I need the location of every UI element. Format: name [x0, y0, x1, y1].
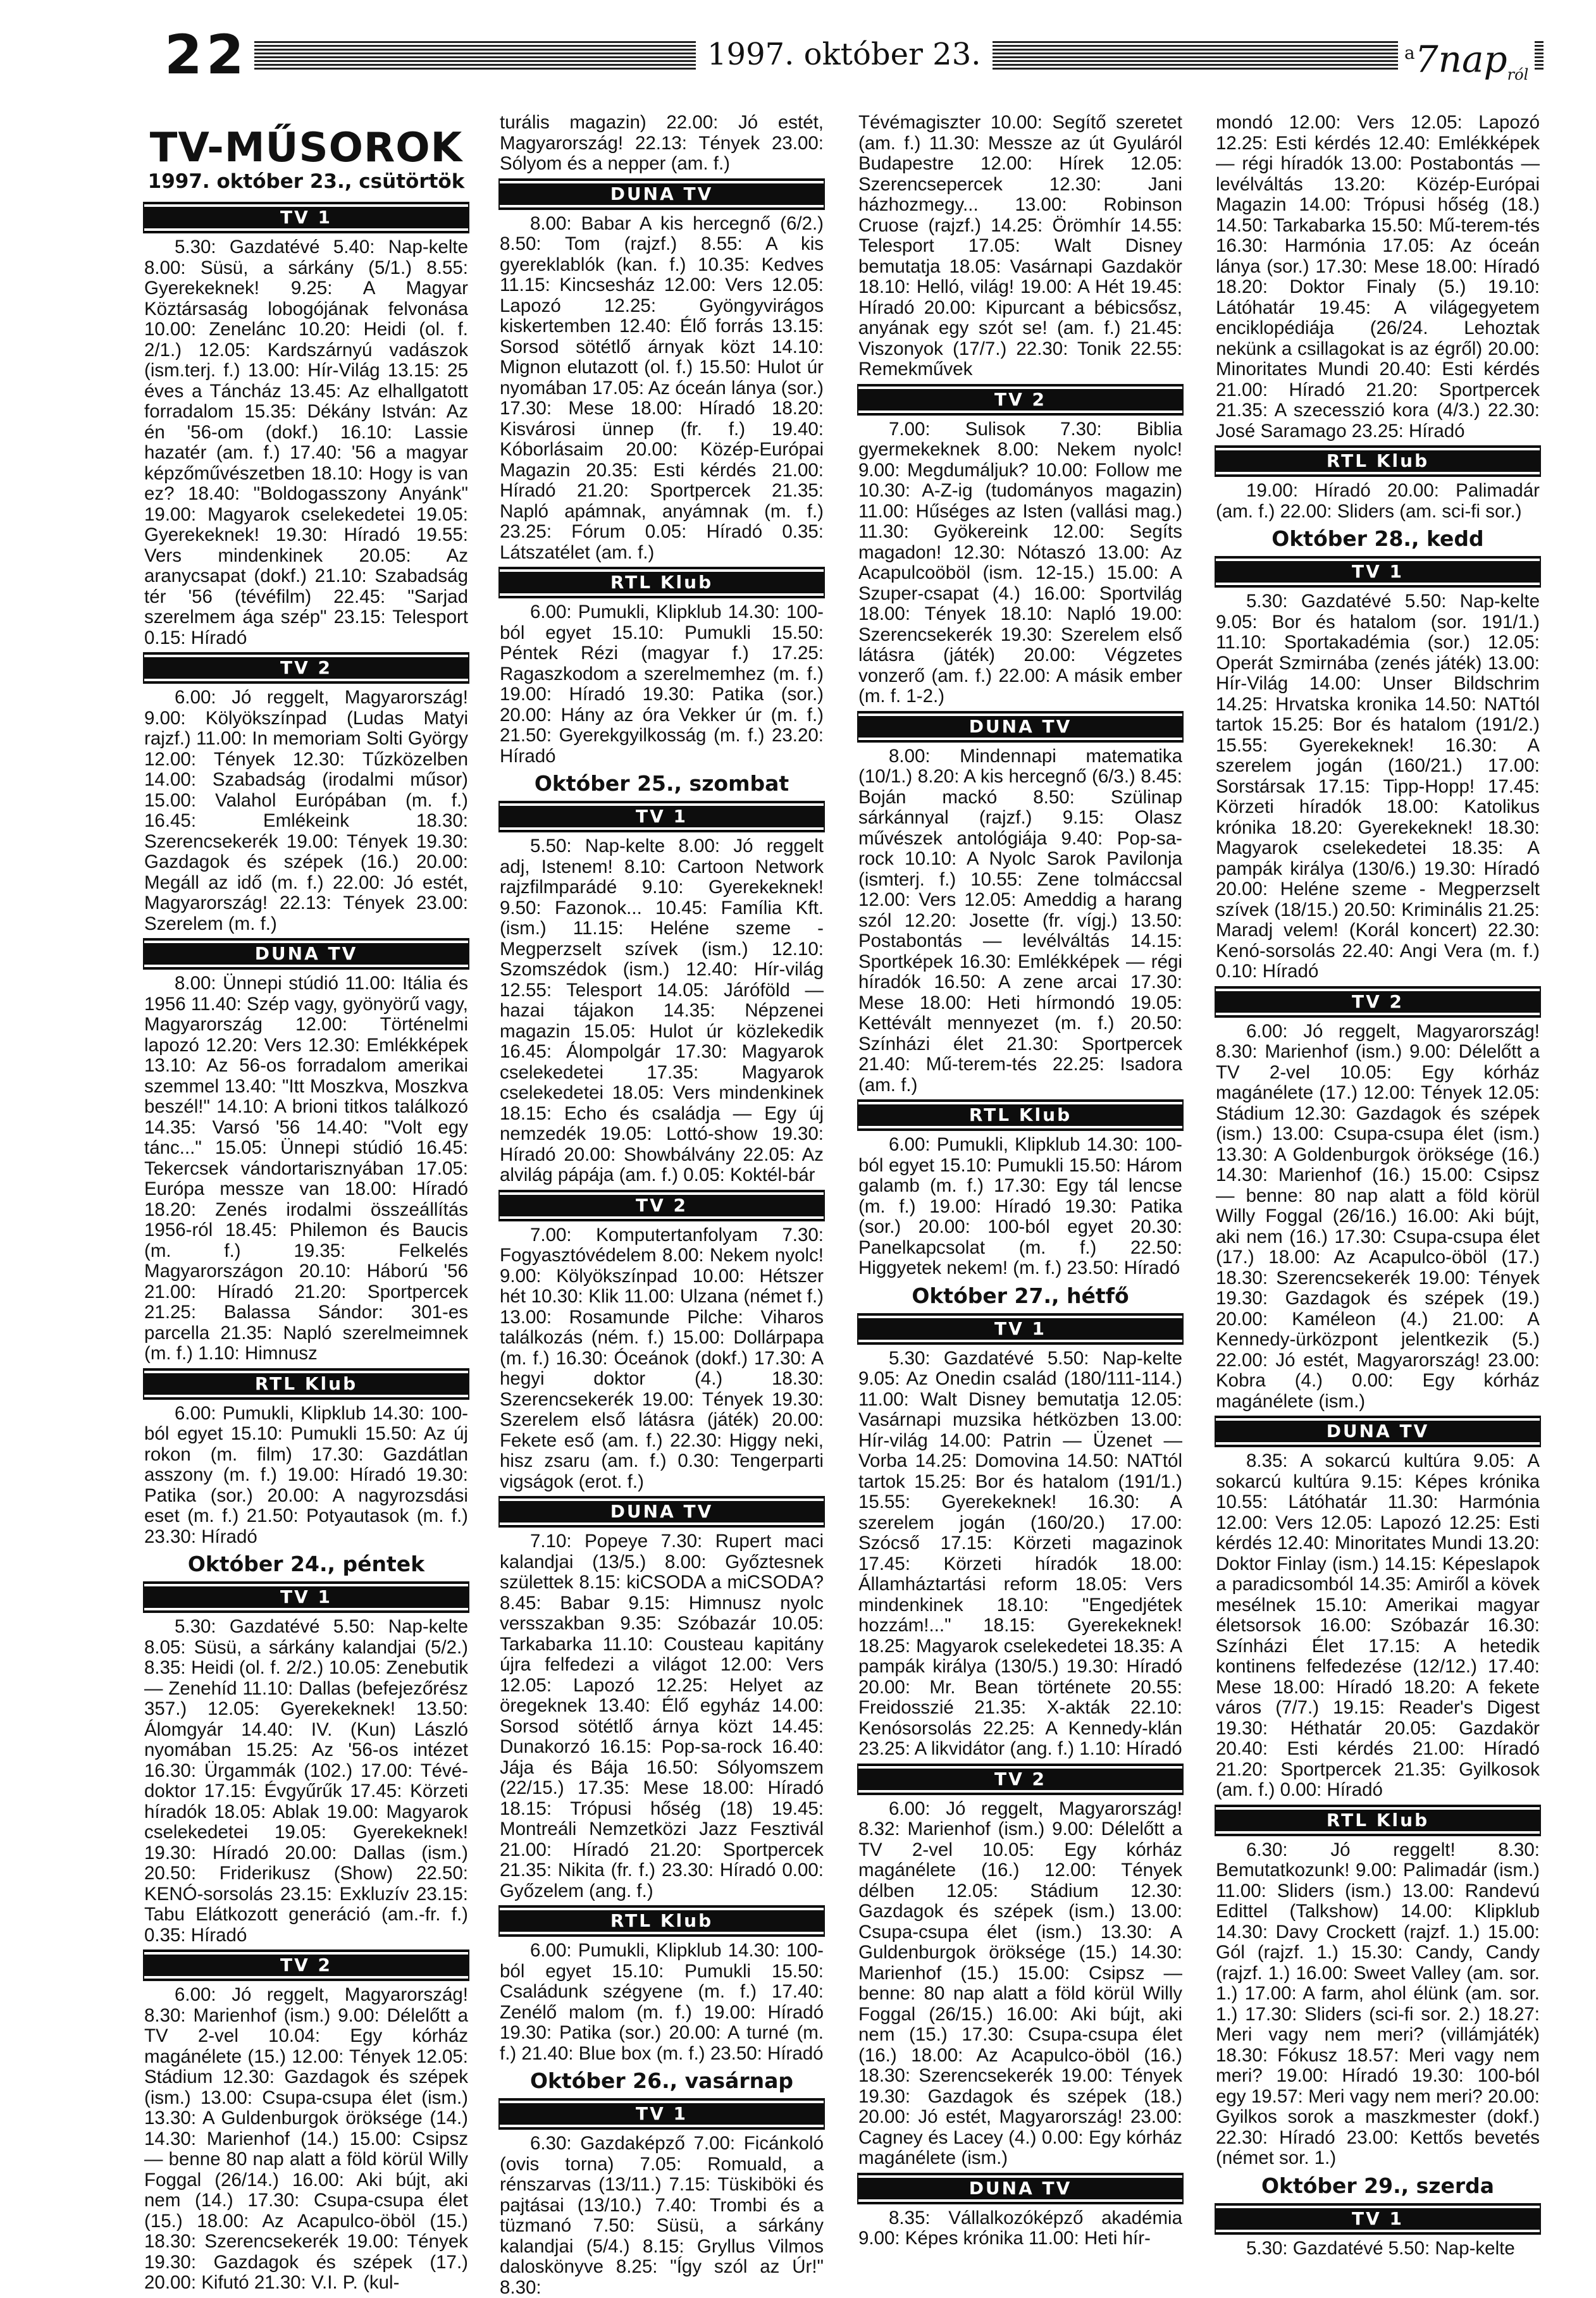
- program-listing: 6.00: Pumukli, Klipklub 14.30: 100-ból egyet 15.10: Pumukli 15.50: Az új rokon (m. film) 17.30: Gazdátlan asszony (m. f.) 19.00: Híradó 19.30: Patika (sor.) 20.00: A nagyrozsdási eset (m. f.) 21.50: Potyautasok (m. f.) 23.30: Híradó: [144, 1402, 468, 1547]
- channel-header: RTL Klub: [1216, 447, 1540, 476]
- program-listing-continued: Tévémagiszter 10.00: Segítő szeretet (am. f.) 11.30: Messze az út Gyuláról Budapestre 12.00: Hírek 12.05: Szerencsepercek 12.30: Jani házhozmegy... 13.00: Robinson Cruose (rajzf.) 14.25: Örömhír 14.55: Telesport 17.05: Walt Disney bemutatja 18.05: Vasárnapi Gazdakör 18.10: Helló, világ! 19.00: A Hét 19.45: Híradó 20.00: Kipurcant a bébicsősz, anyának egy szót se! (am. f.) 21.45: Viszonyok (17/7.) 22.30: Tonik 22.55: Remekművek: [858, 112, 1182, 380]
- program-listing: 8.35: Vállalkozóképző akadémia 9.00: Képes krónika 11.00: Heti hír-: [858, 2207, 1182, 2249]
- column-3-listings: [858, 113, 1182, 2249]
- page-subtitle: 1997. október 23., csütörtök: [147, 170, 465, 193]
- channel-header: TV 2: [144, 653, 468, 683]
- column-3: [858, 112, 1182, 2249]
- channel-header: DUNA TV: [500, 180, 824, 209]
- program-listing: 8.00: Mindennapi matematika (10/1.) 8.20: A kis hercegnő (6/3.) 8.45: Boján mackó 8.50: Szülinap sárkánnyal (rajzf.) 9.15: Olasz művészek antológiája 9.40: Pop-sa-rock 10.10: A Nyolc Sarok Pavilonja (ismterj. f.) 10.55: Zene tolmáccsal 12.00: Vers 12.05: Ameddig a harang szól 12.20: Josette (fr. vígj.) 13.50: Postabontás — levélváltás 14.15: Sportképek 16.30: Emlékképek — régi híradók 16.50: A zene arcai 17.30: Mese 18.00: Heti hírmondó 19.05: Kettévált mennyezet (m. f.) 20.50: Színházi élet 21.30: Sportpercek 21.40: Mű-terem-tés 22.25: Isadora (am. f.): [858, 745, 1182, 1096]
- day-heading: Október 29., szerda: [1261, 2173, 1495, 2198]
- issue-date: 1997. október 23.: [696, 34, 993, 75]
- day-heading: Október 27., hétfő: [912, 1283, 1129, 1308]
- channel-header: TV 2: [500, 1191, 824, 1220]
- column-2: [500, 112, 824, 2298]
- program-listing: 6.00: Pumukli, Klipklub 14.30: 100-ból egyet 15.10: Pumukli 15.50: Péntek Rézi (magyar f.) 17.25: Ragaszkodom a szerelmemhez (m. f.) 19.00: Híradó 19.30: Patika (sor.) 20.00: Hány az óra Vekker úr (m. f.) 21.50: Gyerekgyilkosság (m. f.) 23.20: Híradó: [500, 602, 824, 767]
- program-listing: 5.50: Nap-kelte 8.00: Jó reggelt adj, Istenem! 8.10: Cartoon Network rajzfilmparádé 9.10: Gyerekeknek! 9.50: Fazonok... 10.45: Família Kft. (ism.) 11.15: Heléne szeme - Megperzselt szívek (ism.) 12.10: Szomszédok (ism.) 12.40: Hír-világ 12.55: Telesport 14.05: Járóföld — hazai tájakon 14.35: Népzenei magazin 15.05: Hulot úr közlekedik 16.45: Álompolgár 17.30: Magyarok cselekedetei 17.35: Magyarok cselekedetei 18.05: Vers mindenkinek 18.15: Echo és családja — Egy új nemzedék 19.05: Lottó-show 19.30: Híradó 20.00: Showbálvány 22.05: Az alvilág pápája (am. f.) 0.05: Koktél-bár: [500, 836, 824, 1185]
- program-listing: 6.00: Pumukli, Klipklub 14.30: 100-ból egyet 15.10: Pumukli 15.50: Családunk szégyene (m. f.) 17.40: Zenélő malom (m. f.) 19.00: Híradó 19.30: Patika (sor.) 20.00: A turné (m. f.) 21.40: Blue box (m. f.) 23.50: Híradó: [500, 1940, 824, 2064]
- channel-header: TV 2: [1216, 987, 1540, 1016]
- channel-header: DUNA TV: [858, 2174, 1182, 2203]
- program-listing: 8.35: A sokarcú kultúra 9.05: A sokarcú kultúra 9.15: Képes krónika 10.55: Látóhatár 11.30: Harmónia 12.00: Vers 12.05: Lapozó 12.25: Esti kérdés 12.40: Minoritates Mundi 13.20: Doktor Finlay (ism.) 14.15: Képeslapok a paradicsomból 14.35: Amiről a kövek mesélnek 15.10: Amerikai magyar életsorsok 16.00: Szóbazár 16.30: Színházi Élet 17.15: A hetedik kontinens felfedezése (12/12.) 17.40: Mese 18.00: Híradó 18.20: A fekete város (7/7.) 19.15: Reader's Digest 19.30: Héthatár 20.05: Gazdakör 20.40: Esti kérdés 21.00: Híradó 21.20: Sportpercek 21.35: Gyilkosok (am. f.) 0.00: Híradó: [1216, 1450, 1540, 1800]
- channel-header: RTL Klub: [144, 1369, 468, 1399]
- program-listing: 19.00: Híradó 20.00: Palimadár (am. f.) 22.00: Sliders (am. sci-fi sor.): [1216, 480, 1540, 522]
- channel-header: TV 1: [1216, 557, 1540, 586]
- page-title: TV-MŰSOROK: [149, 125, 463, 171]
- program-listing: 6.00: Jó reggelt, Magyarország! 8.30: Marienhof (ism.) 9.00: Délelőtt a TV 2-vel 10.04: Egy kórház magánélete (15.) 12.00: Tények 12.05: Stádium 12.30: Gazdagok és szépek (ism.) 13.00: Csupa-csupa élet (ism.) 13.30: A Guldenburgok öröksége (14.) 14.30: Marienhof (14.) 15.00: Csipsz — benne 80 nap alatt a föld körül Willy Foggal (26/14.) 16.00: Aki bújt, aki nem (14.) 17.30: Csupa-csupa élet (15.) 18.00: Az Acapulco-öböl (15.) 18.30: Szerencsekerék 19.00: Tények 19.30: Gazdagok és szépek (17.) 20.00: Kifutó 21.30: V.I. P. (kul-: [144, 1984, 468, 2293]
- program-listing: 5.30: Gazdatévé 5.50: Nap-kelte 9.05: Az Onedin család (180/111-114.) 11.00: Walt Disney bemutatja 12.05: Vasárnapi muzsika hétközben 13.00: Hír-világ 14.00: Patrin — Üzenet — Vorba 14.25: Domovina 14.50: NATtól tartok 15.25: Bor és hatalom (191/1.) 15.55: Gyerekeknek! 16.30: A szerelem jogán (160/20.) 17.00: Szócső 17.15: Körzeti magazinok 17.45: Körzeti híradók 18.00: Államháztartási reform 18.05: Vers mindenkinek 18.10: "Engedjétek hozzám!..." 18.15: Gyerekeknek! 18.25: Magyarok cselekedetei 18.35: A pampák királya (130/5.) 19.30: Híradó 20.00: Mr. Bean története 20.55: Freidosszié 21.35: X-akták 22.10: Kenósorsolás 22.25: A Kennedy-klán 23.25: A likvidátor (ang. f.) 1.10: Híradó: [858, 1347, 1182, 1759]
- column-1: [144, 117, 468, 2293]
- channel-header: TV 1: [1216, 2204, 1540, 2233]
- channel-header: DUNA TV: [500, 1497, 824, 1526]
- logo-name: 7nap: [1414, 37, 1507, 81]
- channel-header: DUNA TV: [1216, 1417, 1540, 1446]
- logo-prefix: a: [1404, 42, 1415, 63]
- channel-header: RTL Klub: [500, 1906, 824, 1936]
- channel-header: RTL Klub: [1216, 1806, 1540, 1835]
- channel-header: TV 2: [858, 1765, 1182, 1794]
- program-listing: 6.30: Gazdaképző 7.00: Ficánkoló (ovis torna) 7.05: Romuald, a rénszarvas (13/11.) 7.15: Tüskiböki és pajtásai (13/10.) 7.40: Trombi és a tüzmanó 7.50: Süsü, a sárkány kalandjai (5/4.) 8.15: Gryllus Vilmos daloskönyve 8.25: "Így szól az Úr!" 8.30:: [500, 2133, 824, 2298]
- program-listing: 6.00: Jó reggelt, Magyarország! 8.30: Marienhof (ism.) 9.00: Délelőtt a TV 2-vel 10.05: Egy kórház magánélete (17.) 12.00: Tények 12.05: Stádium 12.30: Gazdagok és szépek (ism.) 13.00: Csupa-csupa élet (ism.) 13.30: A Goldenburgok öröksége (16.) 14.30: Marienhof (16.) 15.00: Csipsz — benne: 80 nap alatt a föld körül Willy Foggal (26/16.) 16.00: Aki bújt, aki nem (16.) 17.30: Csupa-csupa élet (17.) 18.00: Az Acapulco-öböl (17.) 18.30: Szerencsekerék 19.00: Tények 19.30: Gazdagok és szépek (19.) 20.00: Kaméleon (4.) 21.00: A Kennedy-ürközpont jelentkezik (5.) 22.00: Jó estét, Magyarország! 23.00: Kobra (4.) 0.00: Egy kórház magánélete (ism.): [1216, 1020, 1540, 1412]
- channel-header: RTL Klub: [500, 568, 824, 597]
- column-2-listings: [500, 113, 824, 2298]
- program-listing: 5.30: Gazdatévé 5.50: Nap-kelte 8.05: Süsü, a sárkány kalandjai (5/2.) 8.35: Heidi (ol. f. 2/2.) 10.05: Zenebutik — Zenehíd 11.10: Dallas (befejezőrész 357.) 12.05: Gyerekeknek! 13.50: Álomgyár 14.40: IV. (Kun) László nyomában 15.25: Az '56-os intézet 16.30: Ürgammák (102.) 17.00: Tévé-doktor 17.15: Évgyűrűk 17.45: Körzeti híradók 18.05: Ablak 19.00: Magyarok cselekedetei 19.05: Gyerekeknek! 19.30: Híradó 20.00: Dallas (ism.) 20.50: Friderikusz (Show) 22.50: KENÓ-sorsolás 23.15: Exkluzív 23.15: Tabu Elátkozott generáció (am.-fr. f.) 0.35: Híradó: [144, 1616, 468, 1946]
- program-listing: 6.30: Jó reggelt! 8.30: Bemutatkozunk! 9.00: Palimadár (ism.) 11.00: Sliders (ism.) 13.00: Randevú Edittel (Talkshow) 14.00: Klipklub 14.30: Davy Crockett (rajzf. 1.) 15.00: Gól (rajzf. 1.) 15.30: Candy, Candy (rajzf. 1.) 16.00: Sweet Valley (am. sor. 1.) 17.00: A farm, ahol élünk (am. sor. 1.) 17.30: Sliders (sci-fi sor. 2.) 18.27: Meri vagy nem meri? (villámjáték) 18.30: Fókusz 18.57: Meri vagy nem meri? 19.00: Híradó 19.30: 100-ból egy 19.57: Meri vagy nem meri? 20.00: Gyilkos sorok a maszkmester (dokf.) 22.30: Híradó 23.00: Kettős bevetés (német sor. 1.): [1216, 1839, 1540, 2168]
- channel-header: RTL Klub: [858, 1101, 1182, 1130]
- program-listing: 5.30: Gazdatévé 5.50: Nap-kelte 9.05: Bor és hatalom (sor. 191/1.) 11.10: Sportakadémia (sor.) 12.05: Operát Szmirnába (zenés játék) 13.00: Hír-Világ 14.00: Unser Bildschrim 14.25: Hrvatska kronika 14.50: NATtól tartok 15.25: Bor és hatalom (191/2.) 15.55: Gyerekeknek! 16.30: A szerelem jogán (160/21.) 17.00: Sorstársak 17.15: Tipp-Hopp! 17.45: Körzeti híradók 18.00: Katolikus krónika 18.20: Gyerekeknek! 18.30: Magyarok cselekedetei 18.35: A pampák királya (130/6.) 19.30: Híradó 20.00: Heléne szeme - Megperzselt szívek (18/15.) 20.50: Kriminális 21.25: Maradj velem! (Korál koncert) 22.30: Kenó-sorsolás 22.40: Angi Vera (m. f.) 0.10: Híradó: [1216, 591, 1540, 982]
- program-listing: 6.00: Pumukli, Klipklub 14.30: 100-ból egyet 15.10: Pumukli 15.50: Három galamb (m. f.) 17.30: Egy tál lencse (m. f.) 19.00: Híradó 19.30: Patika (sor.) 20.00: 100-ból egyet 20.30: Panelkapcsolat (m. f.) 22.50: Higgyetek nekem! (m. f.) 23.50: Híradó: [858, 1134, 1182, 1278]
- channel-header: DUNA TV: [858, 712, 1182, 741]
- day-heading: Október 24., péntek: [187, 1552, 425, 1576]
- channel-header: TV 1: [144, 203, 468, 232]
- program-listing-continued: turális magazin) 22.00: Jó estét, Magyarország! 22.13: Tények 23.00: Sólyom és a nepper (am. f.): [500, 112, 824, 174]
- program-listing: 7.00: Sulisok 7.30: Biblia gyermekeknek 8.00: Nekem nyolc! 9.00: Megdumáljuk? 10.00: Follow me 10.30: A-Z-ig (tudományos magazin) 11.00: Hűséges az Isten (vallási mag.) 11.30: Gyökereink 12.00: Segíts magadon! 12.30: Nótaszó 13.00: Az Acapulcoöböl (ism. 12-15.) 15.00: A Szuper-csapat (4.) 16.00: Sportvilág 18.00: Tények 18.10: Napló 19.00: Szerencsekerék 19.30: Szerelem első látásra (játék) 20.00: Végzetes vonzerő (am. f.) 22.00: A másik ember (m. f. 1-2.): [858, 418, 1182, 707]
- program-listing: 6.00: Jó reggelt, Magyarország! 9.00: Kölyökszínpad (Ludas Matyi rajzf.) 11.00: In memoriam Solti György 12.00: Tények 12.30: Tűzközelben 14.00: Szabadság (irodalmi műsor) 15.00: Valahol Európában (m. f.) 16.45: Emlékeink 18.30: Szerencsekerék 19.00: Tények 19.30: Gazdagok és szépek (16.) 20.00: Megáll az idő (m. f.) 22.00: Jó estét, Magyarország! 22.13: Tények 23.00: Szerelem (m. f.): [144, 687, 468, 934]
- column-4: [1216, 112, 1540, 2259]
- masthead: [139, 23, 1550, 87]
- publication-logo: [1398, 28, 1535, 100]
- program-listing: 5.30: Gazdatévé 5.40: Nap-kelte 8.00: Süsü, a sárkány (5/1.) 8.55: Gyerekeknek! 9.25: A Magyar Köztársaság lobogójának felvonása 10.00: Zenelánc 10.20: Heidi (ol. f. 2/1.) 12.05: Kardszárnyú vadászok (ism.terj. f.) 13.00: Hír-Világ 13.15: 25 éves a Táncház 13.45: Az elhallgatott forradalom 15.35: Dékány István: Az én '56-om (dokf.) 16.10: Lassie hazatér (am. f.) 17.40: '56 a magyar képzőművészetben 18.10: Hogy is van ez? 18.40: "Boldogasszony Anyánk" 19.00: Magyarok cselekedetei 19.05: Gyerekeknek! 19.30: Híradó 19.55: Vers mindenkinek 20.05: Az aranycsapat (dokf.) 21.10: Szabadság tér '56 (tévéfilm) 22.45: "Sarjad szerelmem ága szép" 23.15: Telesport 0.15: Híradó: [144, 237, 468, 648]
- day-heading: Október 25., szombat: [534, 771, 789, 796]
- column-4-listings: [1216, 113, 1540, 2259]
- column-1-listings: [144, 203, 468, 2294]
- channel-header: TV 1: [144, 1583, 468, 1612]
- channel-header: TV 2: [144, 1951, 468, 1980]
- page-number: 22: [158, 27, 254, 83]
- program-listing: 8.00: Ünnepi stúdió 11.00: Itália és 1956 11.40: Szép vagy, gyönyörű vagy, Magyarország 12.00: Történelmi lapozó 12.20: Vers 12.30: Emlékképek 13.10: Az 56-os forradalom amerikai szemmel 13.40: "Itt Moszkva, Moszkva beszél!" 14.10: A brioni titkos találkozó 14.35: Varsó '56 14.40: "Volt egy tánc..." 15.05: Ünnepi stúdió 16.45: Tekercsek vándortarisznyában 17.05: Európa messze van 18.00: Híradó 18.20: Zenés irodalmi összeállítás 1956-ról 18.45: Philemon és Baucis (m. f.) 19.35: Felkelés Magyarországon 20.10: Háború '56 21.00: Híradó 21.20: Sportpercek 21.25: Balassa Sándor: 301-es parcella 21.35: Napló szerelmeimnek (m. f.) 1.10: Himnusz: [144, 973, 468, 1364]
- channel-header: TV 1: [858, 1314, 1182, 1344]
- page-title-block: [144, 126, 468, 193]
- channel-header: TV 1: [500, 2099, 824, 2128]
- program-listing: 5.30: Gazdatévé 5.50: Nap-kelte: [1246, 2237, 1515, 2259]
- program-listing-continued: mondó 12.00: Vers 12.05: Lapozó 12.25: Esti kérdés 12.40: Emlékképek — régi híradók 13.00: Postabontás — levélváltás 13.20: Közép-Európai Magazin 14.00: Trópusi hőség (18.) 14.50: Tarkabarka 15.50: Mű-terem-tés 16.30: Harmónia 17.05: Az óceán lánya (sor.) 17.30: Mese 18.00: Híradó 18.20: Doktor Finaly (5.) 19.10: Látóhatár 19.45: A világegyetem enciklopédiája (26/24. Lehoztak nekünk a csillagokat is az égről) 20.00: Minoritates Mundi 20.40: Esti kérdés 21.00: Híradó 21.20: Sportpercek 21.35: A szecesszió kora (4/3.) 22.30: José Saramago 23.25: Híradó: [1216, 112, 1540, 442]
- day-heading: Október 26., vasárnap: [529, 2068, 794, 2093]
- day-heading: Október 28., kedd: [1271, 526, 1484, 551]
- program-listing: 8.00: Babar A kis hercegnő (6/2.) 8.50: Tom (rajzf.) 8.55: A kis gyereklablók (kan. f.) 10.35: Kedves 11.15: Kincsesház 12.00: Vers 12.05: Lapozó 12.25: Gyöngyvirágos kiskertemben 12.40: Élő forrás 13.15: Sorsod sötétlő árnyak közt 14.10: Mignon elutazott (ol. f.) 15.50: Hulot úr nyomában 17.05: Az óceán lánya (sor.) 17.30: Mese 18.00: Híradó 18.20: Kisvárosi ünnep (fr. f.) 19.40: Kóborlásaim 20.00: Közép-Európai Magazin 20.35: Esti kérdés 21.00: Híradó 21.20: Sportpercek 21.35: Napló apámnak, anyámnak (m. f.) 23.25: Fórum 0.05: Híradó 0.35: Látszatélet (am. f.): [500, 213, 824, 563]
- program-listing: 7.00: Komputertanfolyam 7.30: Fogyasztóvédelem 8.00: Nekem nyolc! 9.00: Kölyökszínpad 10.00: Hétszer hét 10.30: Klik 11.00: Ulzana (német f.) 13.00: Rosamunde Pilche: Viharos találkozás (ném. f.) 15.00: Dollárpapa (m. f.) 16.30: Óceánok (dokf.) 17.30: A hegyi doktor (4.) 18.30: Szerencsekerék 19.00: Tények 19.30: Szerelem első látásra (játék) 20.00: Fekete eső (am. f.) 22.30: Higgy neki, hisz zsaru (am. f.) 0.30: Tengerparti vigságok (erot. f.): [500, 1224, 824, 1492]
- logo-suffix: ról: [1507, 65, 1529, 83]
- program-listing: 7.10: Popeye 7.30: Rupert maci kalandjai (13/5.) 8.00: Győztesnek születtek 8.15: kiCSODA a miCSODA? 8.45: Babar 9.15: Himnusz nyolc versszakban 9.35: Szóbazár 10.05: Tarkabarka 11.10: Cousteau kapitány újra felfedezi a világot 12.00: Vers 12.05: Lapozó 12.25: Helyet az öregeknek 13.40: Élő egyház 14.00: Sorsod sötétlő árnya közt 14.45: Dunakorzó 16.15: Pop-sa-rock 16.40: Jája és Bája 16.50: Sólyomszem (22/15.) 17.35: Mese 18.00: Híradó 18.15: Trópusi hőség (18) 19.45: Montreáli Nemzetközi Jazz Fesztivál 21.00: Híradó 21.20: Sportpercek 21.35: Nikita (fr. f.) 23.30: Híradó 0.00: Győzelem (ang. f.): [500, 1531, 824, 1901]
- program-listing: 6.00: Jó reggelt, Magyarország! 8.32: Marienhof (ism.) 9.00: Délelőtt a TV 2-vel 10.05: Egy kórház magánélete (16.) 12.00: Tények délben 12.05: Stádium 12.30: Gazdagok és szépek (ism.) 13.00: Csupa-csupa élet (ism.) 13.30: A Guldenburgok öröksége (15.) 14.30: Marienhof (15.) 15.00: Csipsz — benne: 80 nap alatt a föld körül Willy Foggal (26/15.) 16.00: Aki bújt, aki nem (15.) 17.30: Csupa-csupa élet (16.) 18.00: Az Acapulco-öböl (16.) 18.30: Szerencsekerék 19.00: Tények 19.30: Gazdagok és szépek (18.) 20.00: Jó estét, Magyarország! 23.00: Cagney és Lacey (4.) 0.00: Egy kórház magánélete (ism.): [858, 1798, 1182, 2168]
- channel-header: DUNA TV: [144, 939, 468, 968]
- channel-header: TV 2: [858, 385, 1182, 414]
- channel-header: TV 1: [500, 802, 824, 831]
